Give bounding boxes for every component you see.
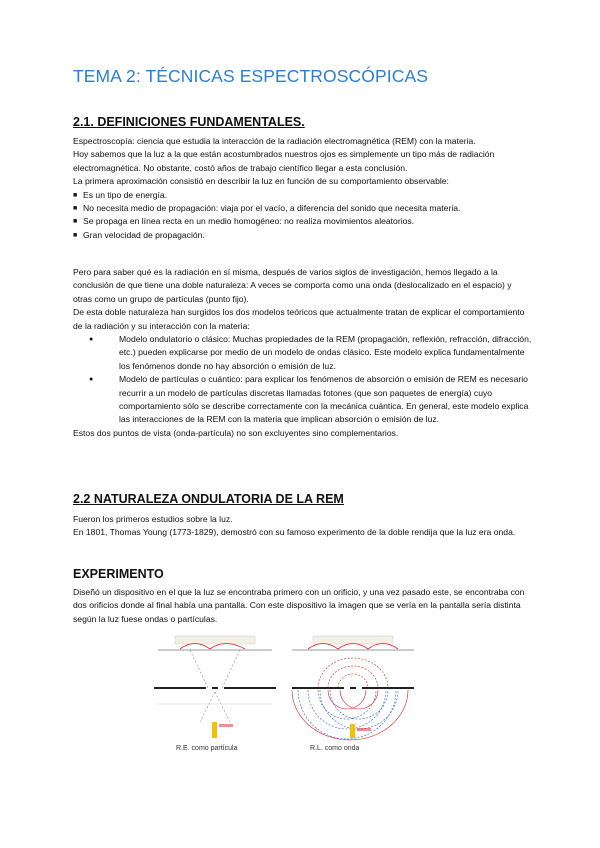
experiment-body <box>73 586 533 626</box>
section-1-heading: 2.1. DEFINICIONES FUNDAMENTALES. <box>73 115 305 129</box>
list-item: ● Modelo ondulatorio o clásico: Muchas propiedades de la REM (propagación, reflexión, refracción, difracción, etc.) pueden explicarse por medio de un modelo de ondas clásico. Este modelo explica fundamentalmente los fenómenos donde no hay absorción o emisión de luz. <box>73 333 533 373</box>
list-item: ● Modelo de partículas o cuántico: para explicar los fenómenos de absorción o emisión de REM es necesario recurrir a un modelo de partículas discretas llamadas fotones (que son paquetes de energía) cuyo comportamiento sólo se describe correctamente con la mecánica cuántica. En general, este modelo explica las interacciones de la REM con la materia que implican absorción o emisión de luz. <box>73 373 533 427</box>
models-list <box>73 333 533 427</box>
left-figure-caption: R.E. como partícula <box>176 745 238 752</box>
paragraph: Diseñó un dispositivo en el que la luz se encontraba primero con un orificio, y una vez pasado este, se encontraba con dos orificios donde al final había una pantalla. Con este dispositivo la imagen que se vería en la pantalla sería distinta según la luz fuese ondas o partículas. <box>73 587 525 624</box>
list-item: ■ No necesita medio de propagación: viaja por el vacío, a diferencia del sonido que necesita materia. <box>73 202 533 215</box>
wave-model-figure <box>288 632 418 744</box>
experiment-heading: EXPERIMENTO <box>73 567 164 581</box>
paragraph: De esta doble naturaleza han surgidos los dos modelos teóricos que actualmente tratan de explicar el comportamiento de la radiación y su interacción con la materia: <box>73 307 525 331</box>
paragraph: Pero para saber qué es la radiación en sí misma, después de varios siglos de investigación, hemos llegado a la conclusión de que tiene una doble naturaleza: A veces se comporta como una onda (deslocalizado en el espacio) y otras como un grupo de partículas (punto fijo). <box>73 267 512 304</box>
section-2-heading: 2.2 NATURALEZA ONDULATORIA DE LA REM <box>73 492 344 506</box>
list-item: ■ Es un tipo de energía. <box>73 189 533 202</box>
right-figure-caption: R.L. como onda <box>310 745 360 752</box>
paragraph: En 1801, Thomas Young (1773-1829), demostró con su famoso experimento de la doble rendija que la luz era onda. <box>73 527 516 538</box>
page-title: TEMA 2: TÉCNICAS ESPECTROSCÓPICAS <box>73 66 429 86</box>
paragraph: La primera aproximación consistió en describir la luz en función de su comportamiento observable: <box>73 176 449 187</box>
paragraph: Estos dos puntos de vista (onda-partícula) no son excluyentes sino complementarios. <box>73 427 399 438</box>
paragraph: Hoy sabemos que la luz a la que están acostumbrados nuestros ojos es simplemente un tipo más de radiación electromagnética. No obstante, costó años de trabajo científico llegar a esta conclusión. <box>73 149 495 173</box>
list-item: ■ Se propaga en línea recta en un medio homogéneo: no realiza movimientos aleatorios. <box>73 215 533 228</box>
paragraph: Fueron los primeros estudios sobre la luz. <box>73 514 233 524</box>
properties-list <box>73 189 533 243</box>
section-1-body <box>73 135 533 242</box>
section-2-body <box>73 513 533 540</box>
particle-model-figure <box>150 632 280 744</box>
list-item: ■ Gran velocidad de propagación. <box>73 229 533 242</box>
section-1-body-2 <box>73 266 533 440</box>
definition-paragraph: Espectroscopía: ciencia que estudia la interacción de la radiación electromagnética (REM) con la materia. <box>73 136 476 146</box>
